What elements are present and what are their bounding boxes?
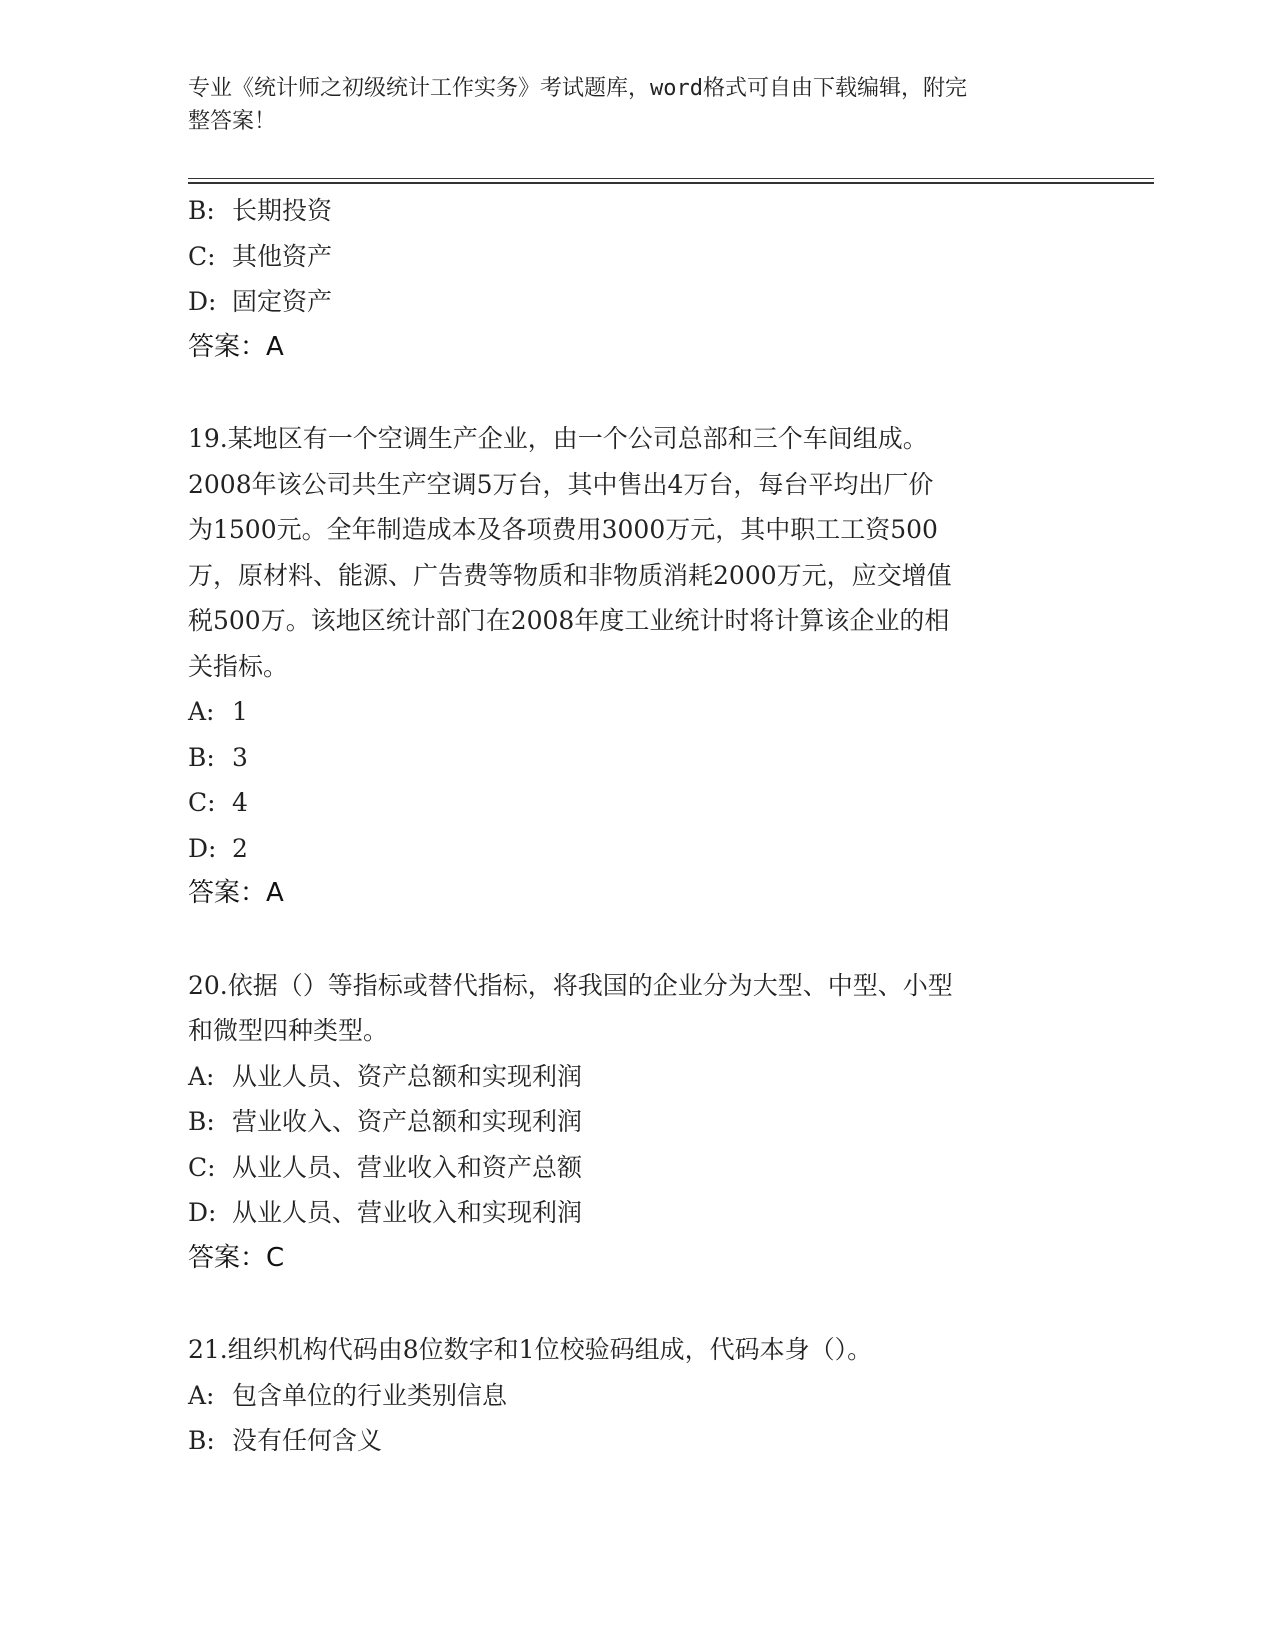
option-row	[188, 1054, 1088, 1100]
option-row	[188, 1190, 1088, 1236]
header-line-1: 专业《统计师之初级统计工作实务》考试题库，word格式可自由下载编辑，附完	[188, 76, 967, 101]
option-text: 从业人员、营业收入和资产总额	[232, 1152, 583, 1182]
document-body	[188, 188, 1088, 1464]
option-row	[188, 188, 1088, 234]
spacer	[188, 917, 1088, 963]
question-text-line: 20.依据（）等指标或替代指标，将我国的企业分为大型、中型、小型	[188, 970, 953, 1000]
option-text: 营业收入、资产总额和实现利润	[232, 1107, 583, 1136]
option-row	[188, 1373, 1088, 1419]
question-18	[188, 188, 1088, 370]
question-text-line: 关指标。	[188, 651, 289, 681]
document-header	[188, 72, 1068, 138]
question-text-line: 19.某地区有一个空调生产企业，由一个公司总部和三个车间组成。	[188, 424, 928, 453]
option-row	[188, 234, 1088, 280]
option-text: 从业人员、资产总额和实现利润	[232, 1061, 583, 1091]
question-text	[188, 1327, 1078, 1373]
question-text-line: 为1500元。全年制造成本及各项费用3000万元，其中职工工资500	[188, 515, 938, 544]
spacer	[188, 370, 1088, 416]
question-text	[188, 416, 1078, 689]
spacer	[188, 1281, 1088, 1327]
question-text-line: 万，原材料、能源、广告费等物质和非物质消耗2000万元，应交增值	[188, 560, 952, 590]
option-letter: A:	[188, 1380, 215, 1410]
option-letter: B:	[188, 1107, 215, 1136]
option-letter: D:	[188, 833, 217, 863]
header-rule-thick	[188, 182, 1154, 184]
option-letter: C:	[188, 241, 216, 271]
option-letter: C:	[188, 1152, 216, 1182]
option-text: 3	[232, 742, 248, 772]
option-row	[188, 1099, 1088, 1145]
option-row	[188, 1145, 1088, 1191]
question-text-line: 21.组织机构代码由8位数字和1位校验码组成，代码本身（）。	[188, 1335, 873, 1364]
option-text: 2	[232, 833, 248, 863]
option-text: 固定资产	[232, 287, 333, 316]
question-text-line: 和微型四种类型。	[188, 1016, 389, 1045]
option-row	[188, 689, 1088, 735]
header-rule-thin	[188, 178, 1154, 179]
option-letter: A:	[188, 697, 215, 726]
option-row	[188, 826, 1088, 872]
option-text: 从业人员、营业收入和实现利润	[232, 1198, 583, 1227]
option-text: 1	[232, 697, 248, 726]
option-row	[188, 735, 1088, 781]
option-letter: B:	[188, 196, 215, 225]
question-text-line: 2008年该公司共生产空调5万台，其中售出4万台，每台平均出厂价	[188, 469, 934, 499]
option-letter: B:	[188, 742, 215, 772]
answer-line: 答案：A	[188, 331, 284, 362]
option-row	[188, 780, 1088, 826]
answer-line: 答案：C	[188, 1242, 285, 1273]
option-text: 长期投资	[232, 196, 333, 225]
option-letter: D:	[188, 1198, 217, 1227]
option-letter: B:	[188, 1426, 215, 1455]
option-text: 其他资产	[232, 241, 333, 271]
option-text: 包含单位的行业类别信息	[232, 1380, 508, 1410]
answer-line: 答案：A	[188, 878, 284, 908]
question-text-line: 税500万。该地区统计部门在2008年度工业统计时将计算该企业的相	[188, 606, 950, 635]
question-20	[188, 963, 1088, 1282]
option-text: 没有任何含义	[232, 1426, 383, 1455]
option-row	[188, 1418, 1088, 1464]
question-21	[188, 1327, 1088, 1464]
option-text: 4	[232, 788, 248, 817]
option-letter: A:	[188, 1061, 215, 1091]
option-row	[188, 279, 1088, 325]
header-line-2: 整答案！	[188, 109, 277, 134]
option-letter: D:	[188, 287, 217, 316]
option-letter: C:	[188, 788, 216, 817]
question-text	[188, 963, 1078, 1054]
question-19	[188, 416, 1088, 917]
